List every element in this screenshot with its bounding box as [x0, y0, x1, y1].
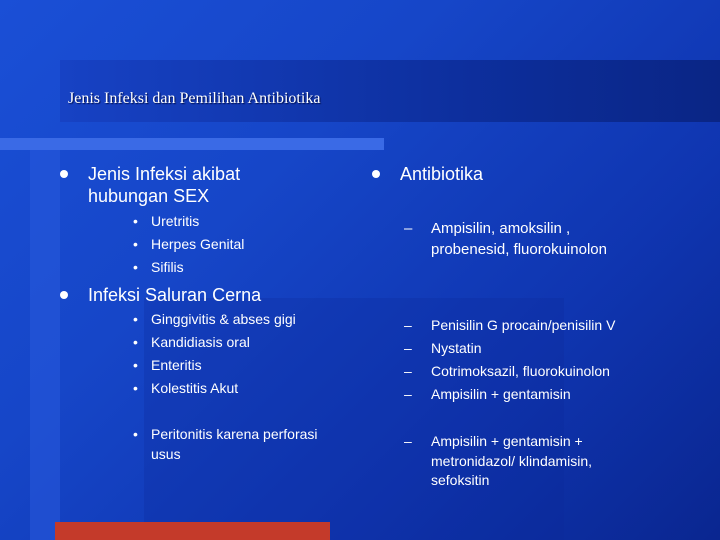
heading-sex-line1: Jenis Infeksi akibat	[88, 164, 241, 184]
sex-antibiotics-line2: probenesid, fluorokuinolon	[431, 241, 607, 258]
decorative-stripe	[30, 138, 60, 540]
bullet-dot-icon	[372, 170, 380, 178]
peritonitis-line2: usus	[151, 446, 181, 462]
heading-sex-line2: hubungan SEX	[88, 186, 210, 206]
bullet-dot-icon	[60, 291, 68, 299]
peritonitis-antibiotics-line2: metronidazol/ klindamisin,	[431, 453, 593, 469]
slide-title: Jenis Infeksi dan Pemilihan Antibiotika	[68, 90, 321, 107]
bullet-dot-icon	[60, 170, 68, 178]
heading-cerna: Infeksi Saluran Cerna	[88, 285, 262, 305]
peritonitis-antibiotics-line3: sefoksitin	[431, 472, 490, 488]
decorative-bar	[55, 522, 330, 540]
heading-antibiotika: Antibiotika	[400, 164, 484, 184]
decorative-rule	[0, 138, 384, 150]
